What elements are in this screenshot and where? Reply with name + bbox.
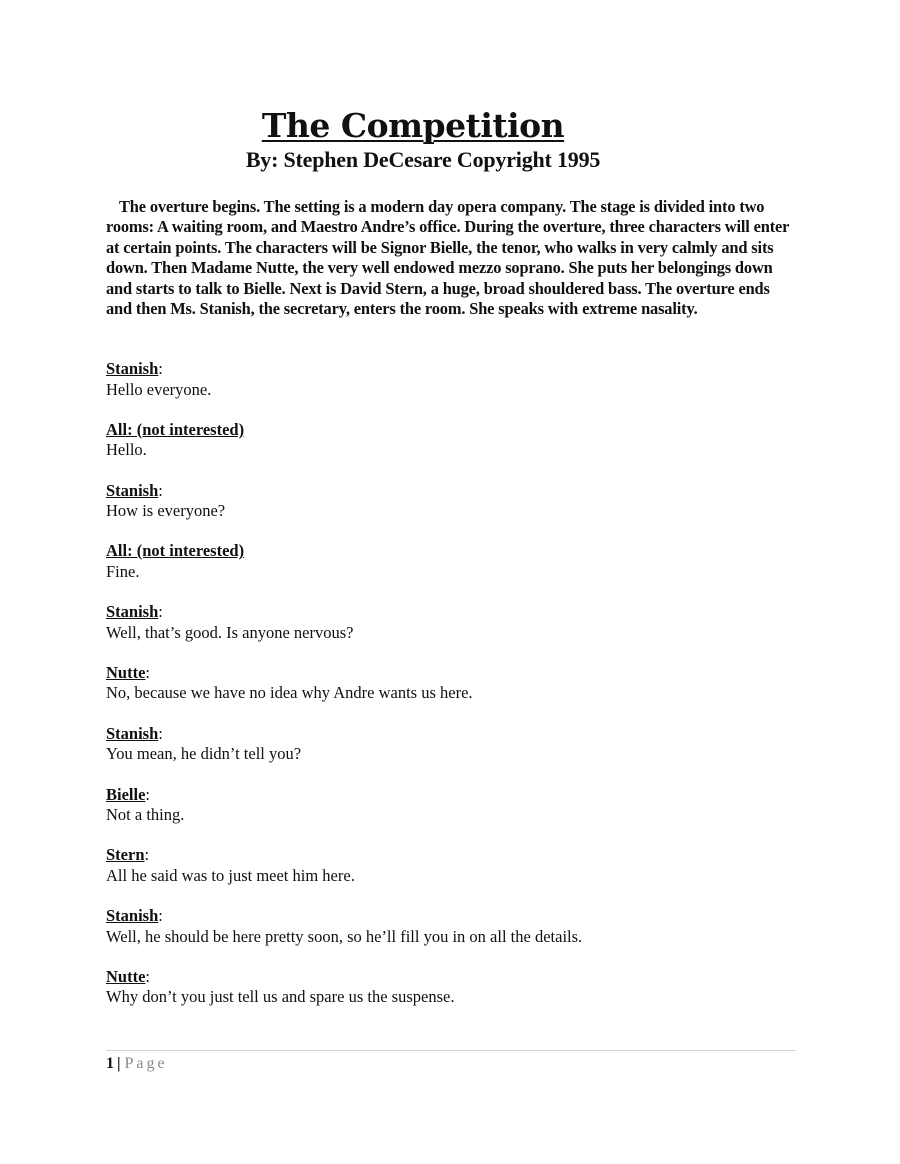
document-title: The Competition <box>261 106 565 145</box>
dialogue-line: No, because we have no idea why Andre wants us here. <box>106 683 473 703</box>
dialogue-line: Hello. <box>106 440 147 460</box>
speaker-name: Bielle <box>106 784 146 804</box>
dialogue-exchange <box>106 420 806 481</box>
speaker-name: Stern <box>106 845 145 865</box>
speaker-line <box>106 724 806 745</box>
dialogue-exchange <box>106 541 806 602</box>
speaker-colon: : <box>158 480 163 500</box>
speaker-colon: : <box>145 662 150 682</box>
speaker-name: Nutte <box>106 966 146 986</box>
dialogue-exchange <box>106 724 806 785</box>
dialogue-line: All he said was to just meet him here. <box>106 865 355 885</box>
speaker-line <box>106 481 806 502</box>
speaker-line <box>106 845 806 866</box>
speaker-line <box>106 541 806 562</box>
dialogue-line: Well, that’s good. Is anyone nervous? <box>106 622 354 642</box>
page-separator: | <box>117 1055 121 1072</box>
dialogue-line: Well, he should be here pretty soon, so he’ll fill you in on all the details. <box>106 926 583 946</box>
dialogue-exchange <box>106 663 806 724</box>
intro-stage-directions: The overture begins. The setting is a modern day opera company. The stage is divided into two rooms: A waiting room, and Maestro Andre’s office. During the overture, three characters will enter at certain points. The characters will be Signor Bielle, the tenor, who walks in very calmly and sits down. Then Madame Nutte, the very well endowed mezzo soprano. She puts her belongings down and starts to talk to Bielle. Next is David Stern, a huge, broad shouldered bass. The overture ends and then Ms. Stanish, the secretary, enters the room. She speaks with extreme nasality. <box>106 197 789 319</box>
dialogue-line: Why don’t you just tell us and spare us the suspense. <box>106 987 455 1007</box>
dialogue-exchange <box>106 785 806 846</box>
speaker-line <box>106 906 806 927</box>
speaker-colon: : <box>145 784 150 804</box>
speaker-name: Stanish <box>106 906 159 926</box>
speaker-colon: : <box>158 602 163 622</box>
speaker-line <box>106 420 806 441</box>
dialogue-line: You mean, he didn’t tell you? <box>106 744 302 764</box>
speaker-name: Stanish <box>106 602 159 622</box>
dialogue-line: Not a thing. <box>106 805 185 825</box>
speaker-name: All: (not interested) <box>106 419 245 439</box>
dialogue-line: How is everyone? <box>106 501 226 521</box>
page-footer <box>106 1054 168 1074</box>
dialogue-exchange <box>106 481 806 542</box>
speaker-line <box>106 967 806 988</box>
speaker-colon: : <box>158 723 163 743</box>
page-label: Page <box>124 1055 168 1072</box>
dialogue-exchange <box>106 602 806 663</box>
speaker-colon: : <box>145 966 150 986</box>
dialogue-exchange <box>106 906 806 967</box>
script-body <box>106 359 806 1028</box>
dialogue-line: Fine. <box>106 561 140 581</box>
speaker-name: Nutte <box>106 662 146 682</box>
speaker-colon: : <box>158 906 163 926</box>
speaker-name: Stanish <box>106 359 159 378</box>
dialogue-line: Hello everyone. <box>106 379 212 399</box>
speaker-name: Stanish <box>106 480 159 500</box>
dialogue-exchange <box>106 359 806 420</box>
dialogue-exchange <box>106 845 806 906</box>
speaker-line <box>106 663 806 684</box>
footer-divider <box>106 1050 796 1051</box>
author-byline: By: Stephen DeCesare Copyright 1995 <box>245 147 601 172</box>
page-number: 1 <box>106 1055 114 1072</box>
dialogue-exchange <box>106 967 806 1028</box>
speaker-line <box>106 359 806 380</box>
speaker-name: Stanish <box>106 723 159 743</box>
speaker-colon: : <box>144 845 150 865</box>
speaker-line <box>106 785 806 806</box>
speaker-colon: : <box>158 359 163 378</box>
speaker-line <box>106 602 806 623</box>
speaker-name: All: (not interested) <box>106 541 245 561</box>
